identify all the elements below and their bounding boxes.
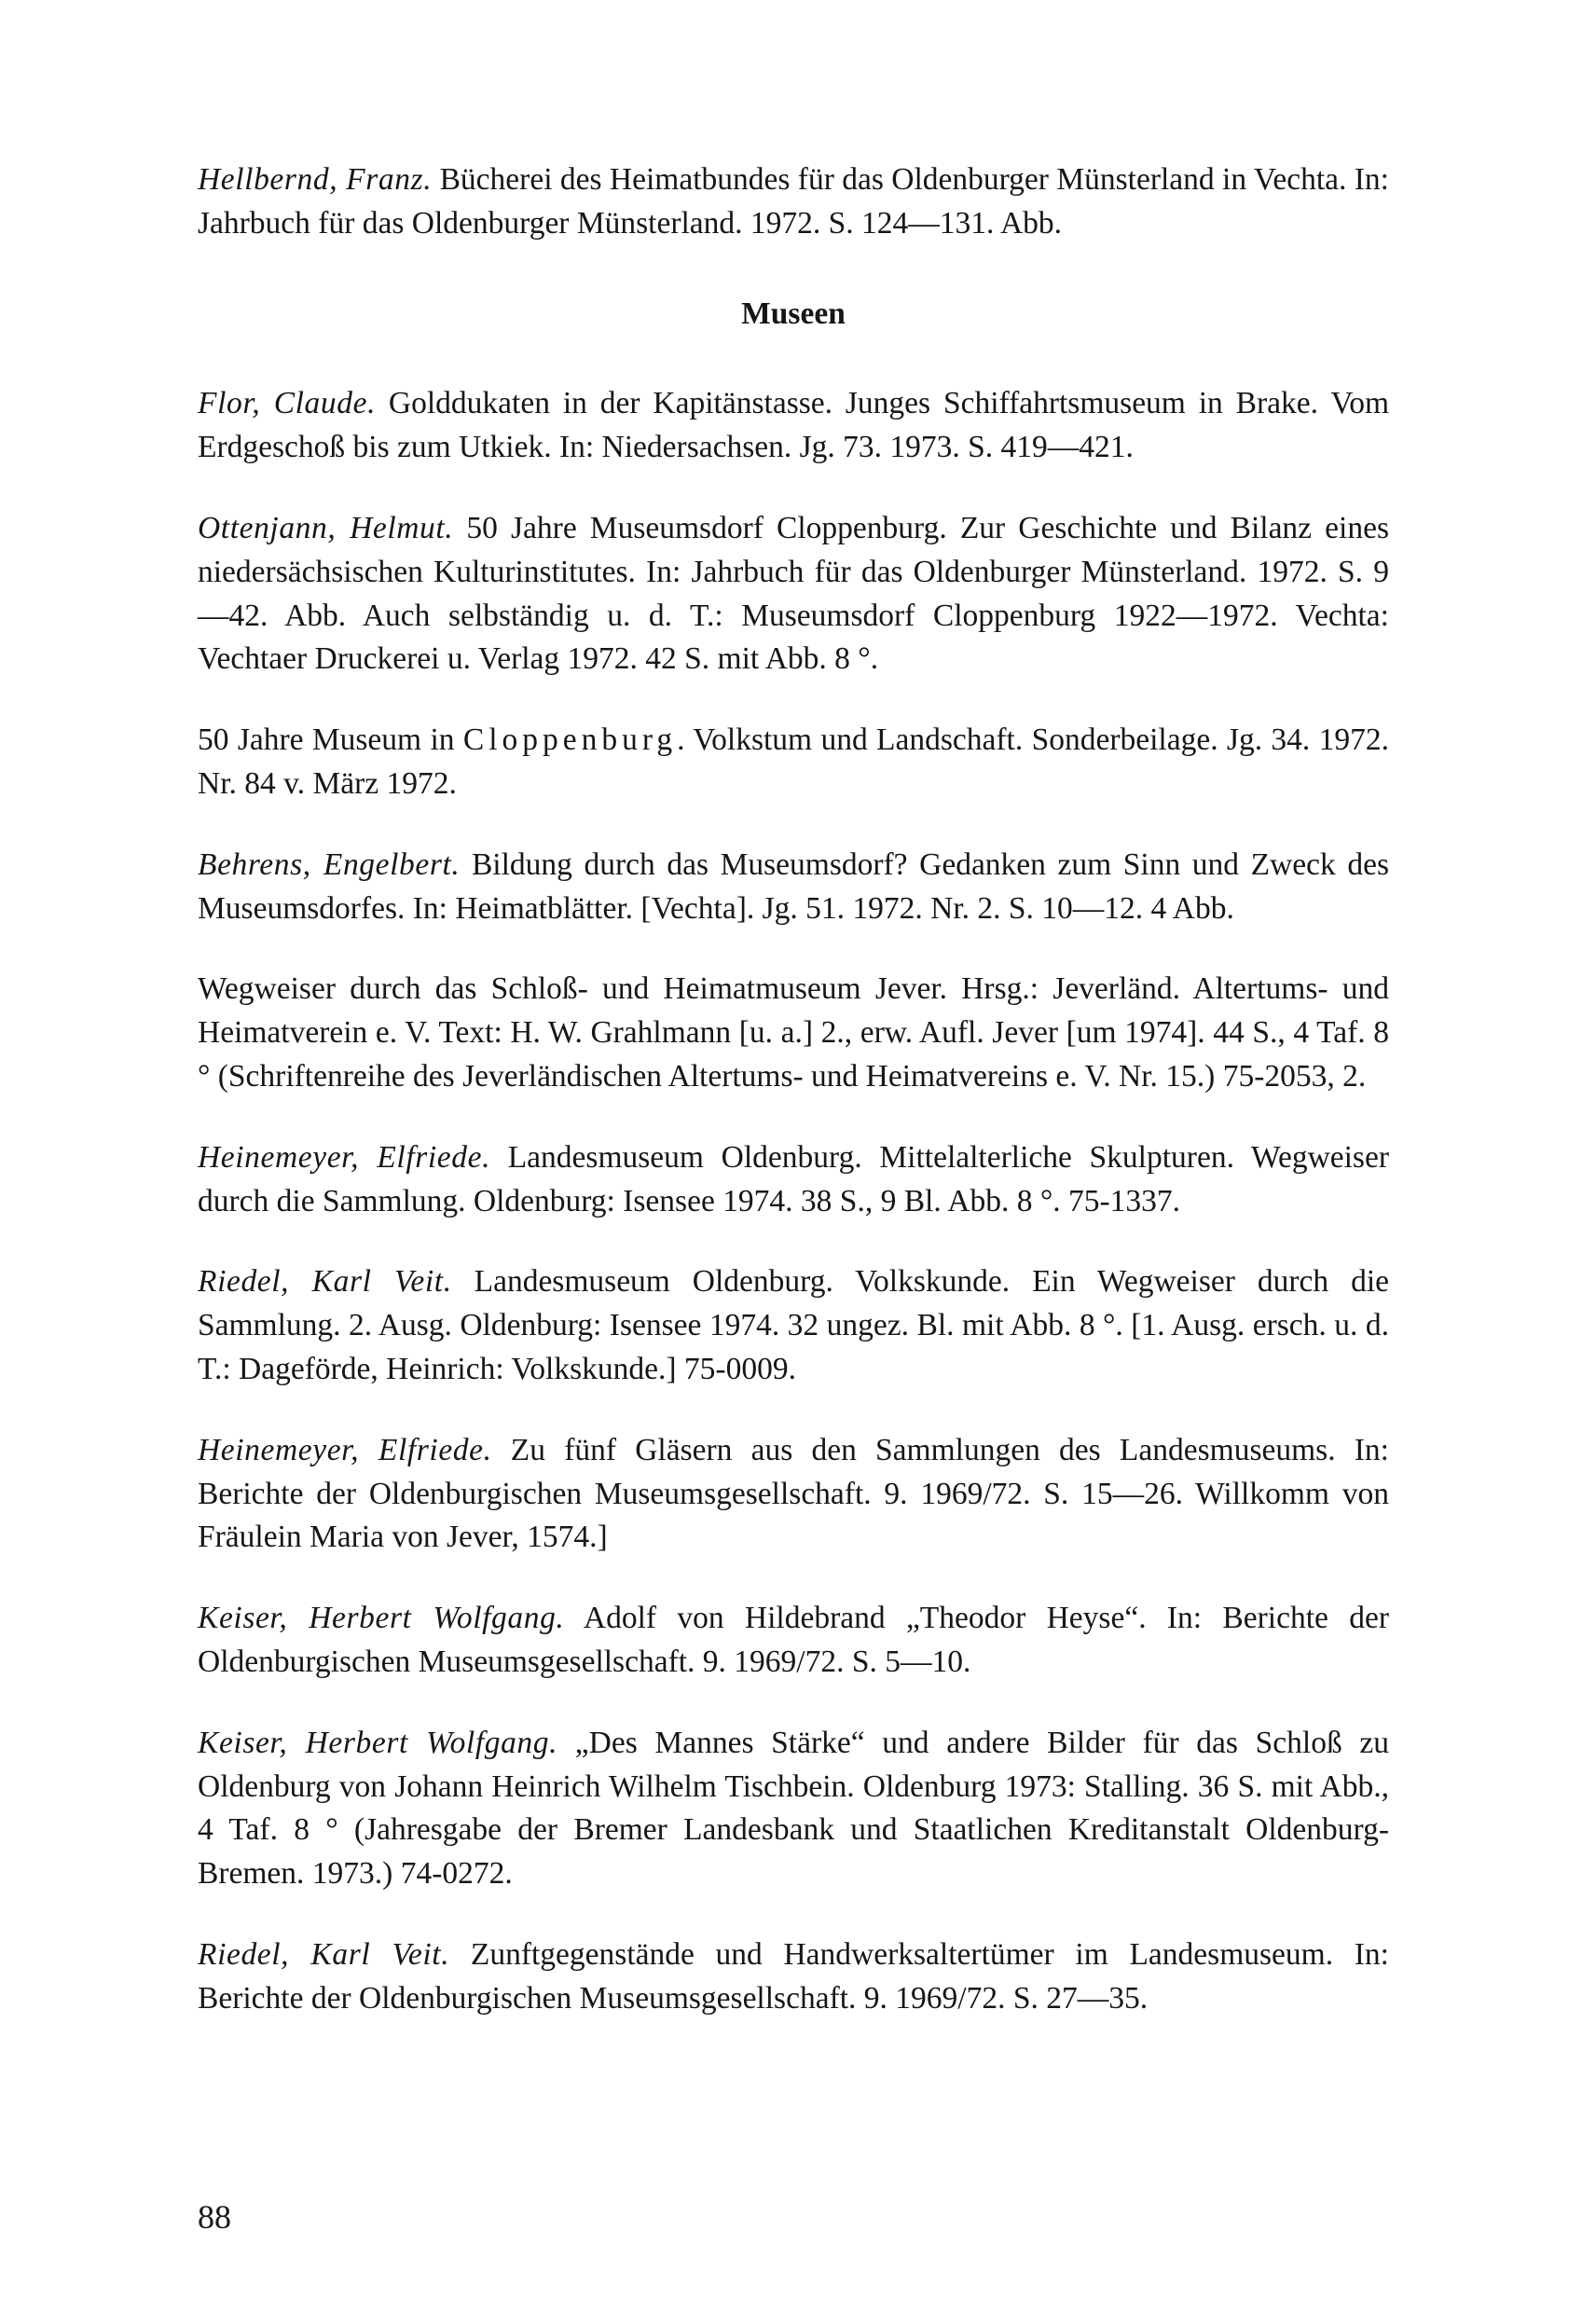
entry-text: Adolf von Hildebrand „Theodor Heyse“. In: Berichte der Oldenburgischen Museumsgesellschaft. 9. 1969/72. S. 5—10.: [198, 1601, 1389, 1679]
entry-author: Riedel, Karl Veit.: [198, 1264, 452, 1300]
bibliography-entry: [198, 1722, 1389, 1896]
entry-text: 50 Jahre Museumsdorf Cloppenburg. Zur Geschichte und Bilanz eines niedersächsischen Kulturinstitutes. In: Jahrbuch für das Oldenburger Münsterland. 1972. S. 9—42. Abb. Auch selbständig u. d. T.: Museumsdorf Cloppenburg 1922—1972. Vechta: Vechtaer Druckerei u. Verlag 1972. 42 S. mit Abb. 8 °.: [198, 510, 1390, 677]
bibliography-entry: [198, 507, 1389, 681]
entry-text: Wegweiser durch das Schloß- und Heimatmuseum Jever. Hrsg.: Jeverländ. Altertums- und Heimatverein e. V. Text: H. W. Grahlmann [u. a.] 2., erw. Aufl. Jever [um 1974]. 44 S., 4 Taf. 8 ° (Schriftenreihe des Jeverländischen Altertums- und Heimatvereins e. V. Nr. 15.) 75-2053, 2.: [198, 971, 1389, 1094]
entry-author: Ottenjann, Helmut.: [198, 510, 454, 545]
bibliography-entry: [198, 382, 1389, 470]
entry-text: 50 Jahre Museum in: [198, 722, 463, 758]
bibliography-entry: [198, 1136, 1389, 1224]
bibliography-entry: [198, 844, 1389, 931]
entry-text: . Volkstum und Landschaft. Sonderbeilage. Jg. 34. 1972. Nr. 84 v. März 1972.: [198, 722, 1389, 801]
page-body: [198, 158, 1389, 2058]
bibliography-entry: [198, 1597, 1389, 1685]
entry-author: Heinemeyer, Elfriede.: [198, 1139, 491, 1175]
entry-author: Hellbernd, Franz.: [198, 162, 433, 197]
entry-spaced-place: Cloppenburg: [462, 722, 678, 758]
entry-text: Bildung durch das Museumsdorf? Gedanken zum Sinn und Zweck des Museumsdorfes. In: Heimatblätter. [Vechta]. Jg. 51. 1972. Nr. 2. S. 10—12. 4 Abb.: [198, 846, 1389, 926]
bibliography-entry: [198, 719, 1389, 806]
bibliography-entry: [198, 1260, 1389, 1391]
section-heading: Museen: [741, 296, 846, 331]
entry-author: Keiser, Herbert Wolfgang.: [198, 1725, 558, 1760]
entry-author: Riedel, Karl Veit.: [198, 1936, 450, 1972]
bibliography-entry: [198, 1934, 1389, 2021]
entry-text: Bücherei des Heimatbundes für das Oldenburger Münsterland in Vechta. In: Jahrbuch für das Oldenburger Münsterland. 1972. S. 124—131. Abb.: [198, 162, 1389, 241]
bibliography-entry: [198, 968, 1389, 1098]
entry-author: Flor, Claude.: [198, 386, 377, 421]
entry-text: Zunftgegenstände und Handwerksaltertümer im Landesmuseum. In: Berichte der Oldenburgischen Museumsgesellschaft. 9. 1969/72. S. 27—35.: [198, 1936, 1389, 2016]
entry-author: Heinemeyer, Elfriede.: [198, 1432, 492, 1467]
entry-text: Landesmuseum Oldenburg. Volkskunde. Ein Wegweiser durch die Sammlung. 2. Ausg. Oldenburg: Isensee 1974. 32 ungez. Bl. mit Abb. 8 °. [1. Ausg. ersch. u. d. T.: Dageförde, Heinrich: Volkskunde.] 75-0009.: [198, 1264, 1389, 1386]
entry-text: „Des Mannes Stärke“ und andere Bilder für das Schloß zu Oldenburg von Johann Heinrich Wilhelm Tischbein. Oldenburg 1973: Stalling. 36 S. mit Abb., 4 Taf. 8 ° (Jahresgabe der Bremer Landesbank und Staatlichen Kreditanstalt Oldenburg-Bremen. 1973.) 74-0272.: [198, 1725, 1389, 1892]
bibliography-entry: [198, 158, 1389, 246]
entry-author: Behrens, Engelbert.: [198, 846, 461, 882]
bibliography-entry: [198, 1429, 1389, 1560]
page-number: 88: [198, 2198, 231, 2236]
entry-text: Landesmuseum Oldenburg. Mittelalterliche Skulpturen. Wegweiser durch die Sammlung. Oldenburg: Isensee 1974. 38 S., 9 Bl. Abb. 8 °. 75-1337.: [198, 1139, 1389, 1218]
entry-text: Zu fünf Gläsern aus den Sammlungen des Landesmuseums. In: Berichte der Oldenburgischen Museumsgesellschaft. 9. 1969/72. S. 15—26. Willkomm von Fräulein Maria von Jever, 1574.]: [198, 1432, 1389, 1555]
entry-author: Keiser, Herbert Wolfgang.: [198, 1601, 565, 1636]
entry-text: Golddukaten in der Kapitänstasse. Junges Schiffahrtsmuseum in Brake. Vom Erdgeschoß bis zum Utkiek. In: Niedersachsen. Jg. 73. 1973. S. 419—421.: [198, 386, 1389, 465]
